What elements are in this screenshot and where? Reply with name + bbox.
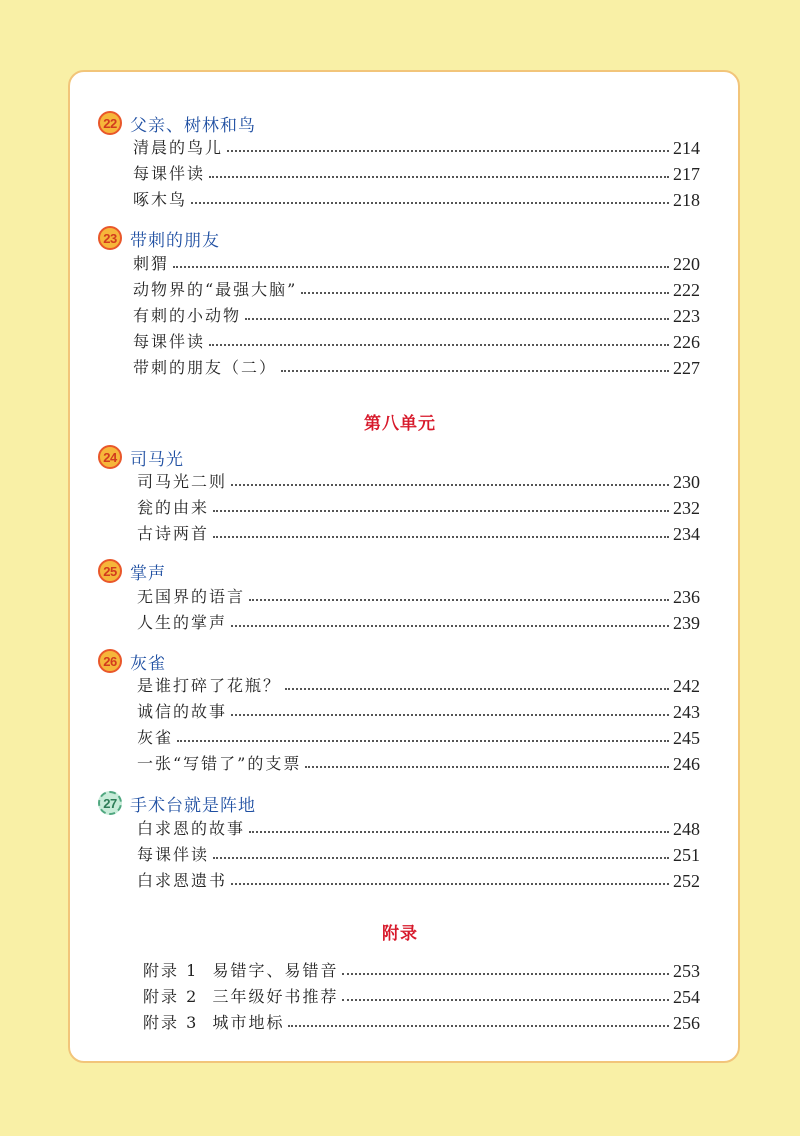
page-number: 239 <box>673 613 700 633</box>
lesson-number-badge: 23 <box>98 226 122 250</box>
page-number: 217 <box>673 164 700 184</box>
lesson-title: 手术台就是阵地 <box>130 795 256 815</box>
toc-entry[interactable] <box>137 672 700 696</box>
entry-title: 白求恩遗书 <box>137 871 228 890</box>
entry-title: 动物界的“最强大脑” <box>133 280 298 299</box>
entry-title: 是谁打碎了花瓶？ <box>137 676 282 695</box>
toc-entry[interactable] <box>137 867 700 891</box>
toc-entry[interactable] <box>133 302 700 326</box>
lesson-title: 带刺的朋友 <box>130 230 220 250</box>
lesson-number-badge: 26 <box>98 649 122 673</box>
dot-leader <box>281 370 669 372</box>
page-number: 245 <box>673 728 700 748</box>
entry-title: 带刺的朋友（二） <box>133 358 278 377</box>
dot-leader <box>213 510 669 512</box>
lesson-title: 司马光 <box>130 449 184 469</box>
dot-leader <box>249 599 669 601</box>
entry-title: 每课伴读 <box>133 164 206 183</box>
dot-leader <box>173 266 669 268</box>
lesson-header[interactable] <box>98 558 166 584</box>
page-number: 222 <box>673 280 700 300</box>
entry-title: 刺猬 <box>133 254 170 273</box>
lesson-title: 掌声 <box>130 563 166 583</box>
toc-entry[interactable] <box>133 354 700 378</box>
dot-leader <box>305 766 669 768</box>
entry-title: 灰雀 <box>137 728 174 747</box>
unit-heading: 第八单元 <box>364 414 436 433</box>
toc-entry[interactable] <box>133 160 700 184</box>
entry-title: 瓮的由来 <box>137 498 210 517</box>
dot-leader <box>177 740 669 742</box>
page-number: 227 <box>673 358 700 378</box>
lesson-number-badge: 24 <box>98 445 122 469</box>
page-number: 252 <box>673 871 700 891</box>
page-number: 254 <box>673 987 700 1007</box>
lesson-header[interactable] <box>98 225 220 251</box>
dot-leader <box>231 484 669 486</box>
entry-title: 附录 1 易错字、易错音 <box>143 961 339 980</box>
lesson-header[interactable] <box>98 110 256 136</box>
toc-entry[interactable] <box>133 134 700 158</box>
toc-entry[interactable] <box>137 468 700 492</box>
entry-title: 每课伴读 <box>133 332 206 351</box>
page-number: 248 <box>673 819 700 839</box>
dot-leader <box>209 176 669 178</box>
dot-leader <box>231 714 669 716</box>
toc-entry[interactable] <box>137 724 700 748</box>
entry-title: 古诗两首 <box>137 524 210 543</box>
page-number: 214 <box>673 138 700 158</box>
toc-entry[interactable] <box>137 750 700 774</box>
dot-leader <box>342 973 669 975</box>
page-number: 230 <box>673 472 700 492</box>
entry-title: 一张“写错了”的支票 <box>137 754 302 773</box>
appendix-entry[interactable] <box>143 1009 700 1033</box>
page-number: 223 <box>673 306 700 326</box>
entry-title: 诚信的故事 <box>137 702 228 721</box>
toc-entry[interactable] <box>133 250 700 274</box>
dot-leader <box>213 536 669 538</box>
entry-title: 啄木鸟 <box>133 190 188 209</box>
entry-title: 每课伴读 <box>137 845 210 864</box>
lesson-title: 灰雀 <box>130 653 166 673</box>
entry-title: 司马光二则 <box>137 472 228 491</box>
page-number: 226 <box>673 332 700 352</box>
dot-leader <box>231 625 669 627</box>
entry-title: 附录 3 城市地标 <box>143 1013 285 1032</box>
dot-leader <box>249 831 669 833</box>
toc-card <box>68 70 740 1063</box>
entry-title: 清晨的鸟儿 <box>133 138 224 157</box>
lesson-header[interactable] <box>98 648 166 674</box>
toc-entry[interactable] <box>137 815 700 839</box>
appendix-heading: 附录 <box>382 924 418 943</box>
lesson-title: 父亲、树林和鸟 <box>130 115 256 135</box>
lesson-number-badge: 25 <box>98 559 122 583</box>
page-number: 256 <box>673 1013 700 1033</box>
dot-leader <box>301 292 669 294</box>
lesson-header[interactable] <box>98 444 184 470</box>
toc-entry[interactable] <box>137 520 700 544</box>
entry-title: 有刺的小动物 <box>133 306 242 325</box>
appendix-entry[interactable] <box>143 957 700 981</box>
lesson-header[interactable] <box>98 790 256 816</box>
page-number: 251 <box>673 845 700 865</box>
entry-title: 无国界的语言 <box>137 587 246 606</box>
dot-leader <box>285 688 669 690</box>
lesson-number-badge: 22 <box>98 111 122 135</box>
dot-leader <box>227 150 669 152</box>
appendix-entry[interactable] <box>143 983 700 1007</box>
entry-title: 人生的掌声 <box>137 613 228 632</box>
toc-entry[interactable] <box>133 276 700 300</box>
toc-entry[interactable] <box>137 841 700 865</box>
dot-leader <box>288 1025 669 1027</box>
dot-leader <box>231 883 669 885</box>
dot-leader <box>213 857 669 859</box>
toc-entry[interactable] <box>133 186 700 210</box>
entry-title: 附录 2 三年级好书推荐 <box>143 987 339 1006</box>
entry-title: 白求恩的故事 <box>137 819 246 838</box>
page-number: 232 <box>673 498 700 518</box>
toc-entry[interactable] <box>137 698 700 722</box>
page-number: 242 <box>673 676 700 696</box>
page-number: 246 <box>673 754 700 774</box>
dot-leader <box>342 999 669 1001</box>
toc-entry[interactable] <box>137 583 700 607</box>
toc-entry[interactable] <box>137 609 700 633</box>
dot-leader <box>245 318 669 320</box>
lesson-number-badge: 27 <box>98 791 122 815</box>
toc-entry[interactable] <box>137 494 700 518</box>
page-number: 234 <box>673 524 700 544</box>
page-number: 243 <box>673 702 700 722</box>
dot-leader <box>191 202 669 204</box>
toc-entry[interactable] <box>133 328 700 352</box>
page-number: 220 <box>673 254 700 274</box>
page-number: 236 <box>673 587 700 607</box>
page-number: 253 <box>673 961 700 981</box>
page-number: 218 <box>673 190 700 210</box>
dot-leader <box>209 344 669 346</box>
